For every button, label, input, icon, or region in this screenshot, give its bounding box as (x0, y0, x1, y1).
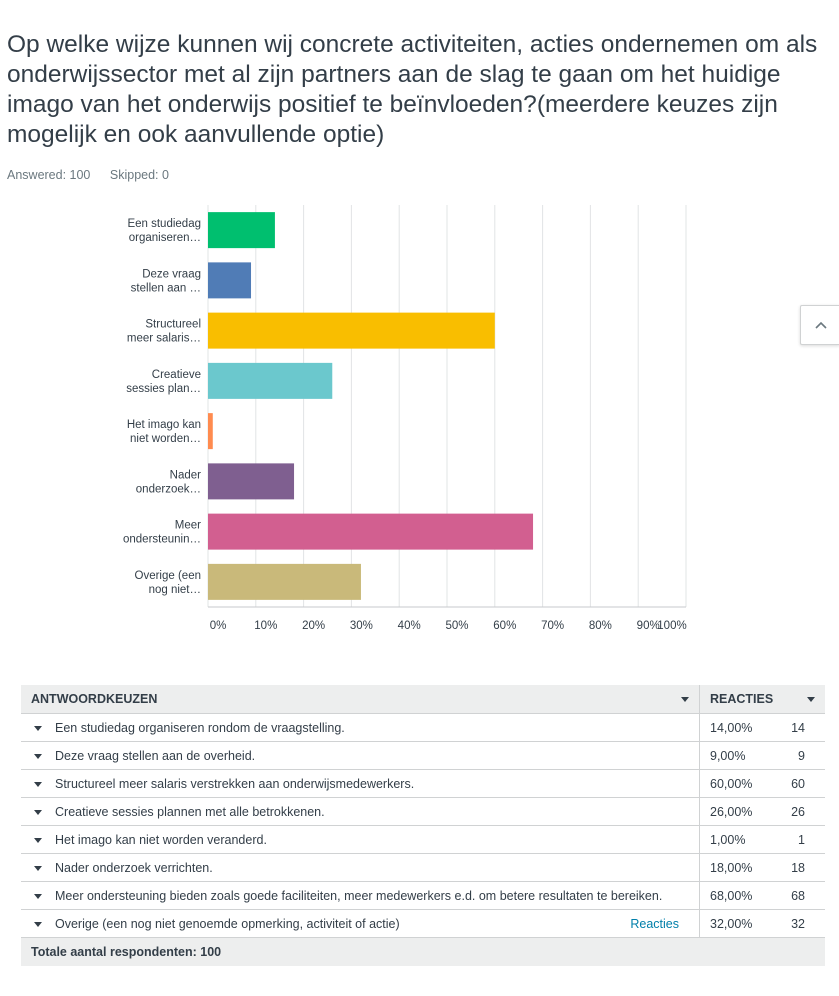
category-label: organiseren… (128, 232, 201, 245)
category-label: Een studiedag (127, 218, 201, 231)
choices-header-label: ANTWOORDKEUZEN (31, 692, 158, 706)
x-tick-label: 70% (541, 620, 565, 632)
row-label: Meer ondersteuning bieden zoals goede faciliteiten, meer medewerkers e.d. om betere resultaten te bereiken. (55, 888, 663, 903)
skipped-count: Skipped: 0 (109, 168, 169, 182)
row-label-cell (55, 882, 700, 910)
x-tick-label: 20% (302, 620, 326, 632)
row-count: 1 (765, 826, 825, 854)
question-title-line: imago van het onderwijs positief te beïnvloeden?(meerdere keuzes zijn (7, 91, 778, 118)
category-label: onderzoek… (135, 483, 201, 496)
category-label: ondersteunin… (123, 533, 201, 546)
caret-down-icon (34, 838, 42, 843)
row-percent: 68,00% (700, 882, 766, 910)
table-row (21, 742, 825, 770)
row-label-cell (55, 798, 700, 826)
table-row (21, 882, 825, 910)
row-expand-button[interactable] (21, 770, 55, 798)
bar[interactable] (208, 262, 251, 298)
caret-down-icon (34, 754, 42, 759)
row-count: 32 (765, 910, 825, 938)
row-expand-button[interactable] (21, 826, 55, 854)
row-percent: 18,00% (700, 854, 766, 882)
table-row (21, 826, 825, 854)
x-tick-label: 10% (254, 620, 278, 632)
x-tick-label: 100% (657, 620, 687, 632)
row-label-cell (55, 714, 700, 742)
row-count: 26 (765, 798, 825, 826)
scroll-to-top-button[interactable] (800, 305, 839, 345)
row-expand-button[interactable] (21, 882, 55, 910)
caret-down-icon (34, 894, 42, 899)
bar[interactable] (208, 514, 533, 550)
category-label: Creatieve (151, 368, 201, 381)
row-expand-button[interactable] (21, 714, 55, 742)
responses-header-label: REACTIES (710, 692, 774, 706)
x-tick-label: 0% (209, 620, 227, 632)
responses-header[interactable] (700, 685, 826, 714)
table-row (21, 854, 825, 882)
row-count: 60 (765, 770, 825, 798)
category-label: Structureel (145, 318, 201, 331)
row-label-cell (55, 742, 700, 770)
x-tick-label: 90% (636, 620, 660, 632)
bar[interactable] (208, 313, 495, 349)
row-percent: 60,00% (700, 770, 766, 798)
question-title (7, 30, 839, 150)
row-expand-button[interactable] (21, 798, 55, 826)
row-count: 9 (765, 742, 825, 770)
category-label: Deze vraag (142, 268, 201, 281)
x-tick-label: 50% (445, 620, 469, 632)
question-title-line: Op welke wijze kunnen wij concrete activiteiten, acties ondernemen om als (7, 31, 818, 58)
row-expand-button[interactable] (21, 742, 55, 770)
answered-count: Answered: 100 (7, 168, 91, 182)
bar[interactable] (208, 564, 361, 600)
caret-down-icon (34, 866, 42, 871)
row-percent: 9,00% (700, 742, 766, 770)
sort-caret-icon[interactable] (681, 697, 689, 702)
responses-table (21, 685, 825, 966)
response-stats (7, 168, 185, 182)
sort-caret-icon[interactable] (807, 697, 815, 702)
row-label: Structureel meer salaris verstrekken aan onderwijsmedewerkers. (55, 776, 415, 791)
bar[interactable] (208, 363, 332, 399)
table-row (21, 714, 825, 742)
x-tick-label: 30% (349, 620, 373, 632)
bar-chart (0, 195, 700, 645)
row-count: 14 (765, 714, 825, 742)
row-expand-button[interactable] (21, 854, 55, 882)
row-percent: 32,00% (700, 910, 766, 938)
category-label: meer salaris… (126, 332, 201, 345)
x-tick-label: 40% (397, 620, 421, 632)
row-label: Creatieve sessies plannen met alle betrokkenen. (55, 804, 325, 819)
row-label-cell (55, 910, 700, 938)
category-label: Overige (een (134, 569, 201, 582)
category-label: niet worden… (130, 433, 201, 446)
reacties-link[interactable]: Reacties (630, 916, 679, 931)
row-label: Nader onderzoek verrichten. (55, 860, 213, 875)
bar[interactable] (208, 212, 275, 248)
chevron-up-icon (814, 320, 828, 330)
row-label: Deze vraag stellen aan de overheid. (55, 748, 256, 763)
table-row (21, 798, 825, 826)
caret-down-icon (34, 782, 42, 787)
row-label-cell (55, 770, 700, 798)
table-row (21, 910, 825, 938)
row-percent: 14,00% (700, 714, 766, 742)
category-label: stellen aan … (130, 282, 201, 295)
choices-header[interactable] (21, 685, 700, 714)
caret-down-icon (34, 726, 42, 731)
row-count: 68 (765, 882, 825, 910)
row-label: Een studiedag organiseren rondom de vraagstelling. (55, 720, 345, 735)
category-label: sessies plan… (126, 382, 201, 395)
bar[interactable] (208, 463, 294, 499)
row-label: Het imago kan niet worden veranderd. (55, 832, 267, 847)
x-tick-label: 60% (493, 620, 517, 632)
caret-down-icon (34, 922, 42, 927)
row-expand-button[interactable] (21, 910, 55, 938)
total-respondents: Totale aantal respondenten: 100 (21, 938, 825, 967)
bar[interactable] (208, 413, 213, 449)
table-header (21, 685, 825, 714)
total-row (21, 938, 825, 967)
caret-down-icon (34, 810, 42, 815)
question-title-line: mogelijk en ook aanvullende optie) (7, 121, 385, 148)
table-row (21, 770, 825, 798)
row-count: 18 (765, 854, 825, 882)
x-tick-label: 80% (588, 620, 612, 632)
row-label-cell (55, 854, 700, 882)
category-label: Nader (169, 469, 201, 482)
row-label: Overige (een nog niet genoemde opmerking, activiteit of actie) (55, 916, 400, 931)
row-percent: 1,00% (700, 826, 766, 854)
question-title-line: onderwijssector met al zijn partners aan de slag te gaan om het huidige (7, 61, 781, 88)
category-label: Meer (174, 519, 201, 532)
category-label: nog niet… (148, 583, 201, 596)
row-percent: 26,00% (700, 798, 766, 826)
category-label: Het imago kan (126, 419, 201, 432)
row-label-cell (55, 826, 700, 854)
